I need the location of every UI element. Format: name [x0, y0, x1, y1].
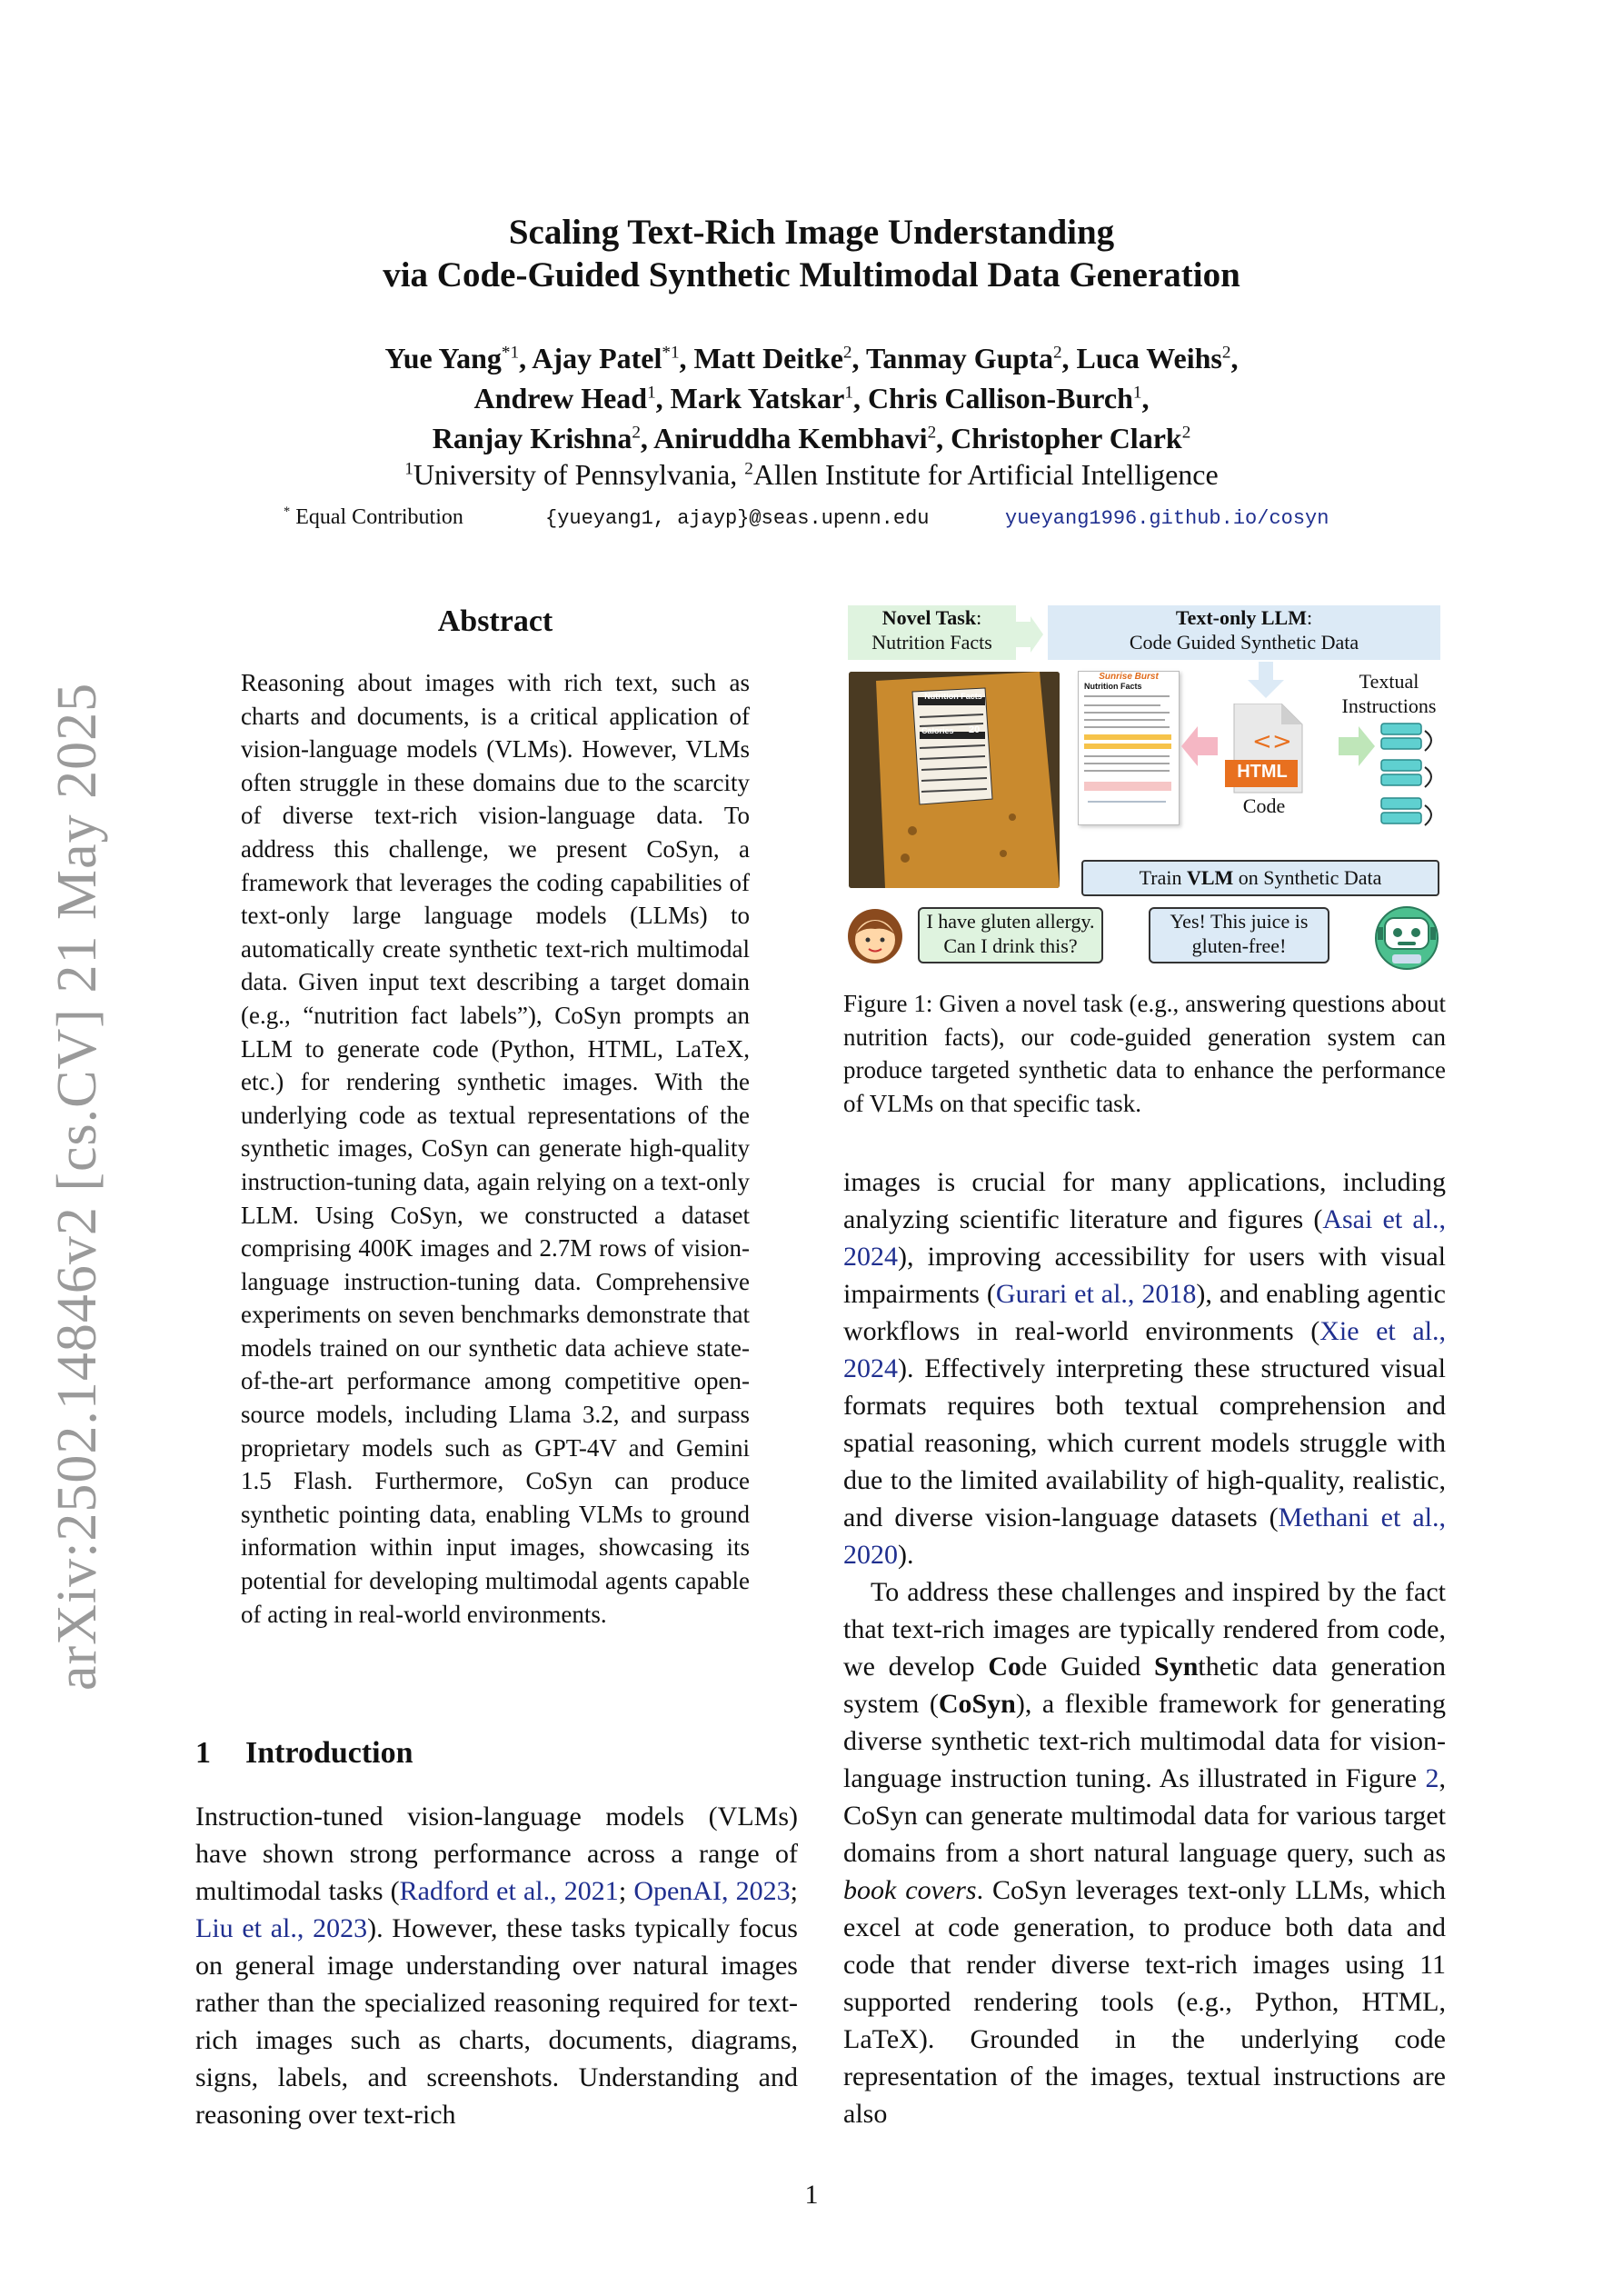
author-affiliation-sup: 1: [844, 383, 853, 403]
robot-icon: [1370, 900, 1443, 973]
author-affiliation-sup: 2: [1052, 343, 1062, 363]
text-run: ;: [618, 1876, 634, 1906]
citation-link[interactable]: Xie et al., 2024: [843, 1316, 1446, 1383]
citation-link[interactable]: Methani et al., 2020: [843, 1502, 1446, 1570]
instructions-list-icon: [1379, 722, 1443, 849]
author-affiliation-sup: 2: [632, 423, 641, 443]
section-heading-introduction: [195, 1736, 413, 1771]
affil-1-sup: 1: [404, 459, 413, 479]
citation-link[interactable]: Gurari et al., 2018: [995, 1279, 1197, 1309]
text-run: , CoSyn can generate multimodal data for various target domains from a short natural language query, such as: [843, 1763, 1446, 1868]
equal-text: Equal Contribution: [290, 505, 463, 529]
text-run: ), and enabling agentic workflows in real-world environments (: [843, 1279, 1446, 1346]
text-run: Co: [988, 1652, 1021, 1682]
llm-label: Text-only LLM: [1175, 606, 1307, 629]
text-run: ), a flexible framework for generating diverse synthetic text-rich multimodal data for vision-language instruction tuning. As illustrated in Figure: [843, 1689, 1446, 1793]
text-run: de Guided: [1021, 1652, 1155, 1682]
label-rows-graphic: [1079, 691, 1179, 818]
photo-calories: Calories: [921, 726, 954, 735]
text-run: ). However, these tasks typically focus on general image understanding over natural images rather than the specialized reasoning required for text-rich images such as charts, documents, diagrams, signs, labels, and screenshots. Understanding and reasoning over text-rich: [195, 1913, 798, 2130]
author-name: Christopher Clark: [951, 422, 1182, 454]
text-run: Instruction-tuned vision-language models (VLMs) have shown strong performance across a range of multimodal tasks (: [195, 1802, 798, 1906]
author-separator: ,: [655, 382, 671, 414]
nutrition-juice-photo: [849, 672, 1060, 888]
project-url-link[interactable]: yueyang1996.github.io/cosyn: [1005, 507, 1329, 530]
arrow-left-pink-icon: [1181, 726, 1218, 766]
arxiv-identifier[interactable]: arXiv:2502.14846v2 [cs.CV] 21 May 2025: [46, 682, 108, 1691]
citation-link[interactable]: OpenAI, 2023: [633, 1876, 791, 1906]
author-affiliation-sup: 2: [927, 423, 937, 443]
novel-task-sub: Nutrition Facts: [871, 631, 992, 654]
photo-calories-value: 20: [969, 724, 981, 735]
equal-contribution-note: [284, 504, 463, 531]
text-run: images is crucial for many applications, including analyzing scientific literature and figures (: [843, 1167, 1446, 1234]
text-run: Syn: [1154, 1652, 1199, 1682]
author-separator: ,: [936, 422, 951, 454]
email[interactable]: {yueyang1, ajayp}@seas.upenn.edu: [545, 507, 930, 530]
text-run: . CoSyn leverages text-only LLMs, which excel at code generation, to produce both data and code that render diverse text-rich images using 11 supported rendering tools (e.g., Python, HTML, LaTeX). Grounded in the underlying code representation of the images, textual instructions are also: [843, 1875, 1446, 2129]
text-run: To address these challenges and inspired by the fact that text-rich images are typically rendered from code, we develop: [843, 1577, 1446, 1682]
textual-instructions-label: Textual Instructions: [1341, 670, 1437, 717]
author-separator: ,: [679, 342, 694, 374]
title-line-1: Scaling Text-Rich Image Understanding: [508, 213, 1115, 252]
citation-link[interactable]: Asai et al., 2024: [843, 1204, 1446, 1272]
author-name: Yue Yang: [384, 342, 502, 374]
intro-paragraph-1: [195, 1798, 798, 2133]
citation-link[interactable]: Radford et al., 2021: [399, 1876, 619, 1906]
author-name: Ajay Patel: [532, 342, 662, 374]
text-run: thetic data generation system (: [843, 1652, 1446, 1719]
author-separator: ,: [1230, 342, 1239, 374]
author-name: Matt Deitke: [693, 342, 843, 374]
author-affiliation-sup: 2: [842, 343, 852, 363]
author-name: Tanmay Gupta: [865, 342, 1053, 374]
abstract-body: Reasoning about images with rich text, such as charts and documents, is a critical application of vision-language models (VLMs). However, VLMs often struggle in these domains due to the scarcity of diverse text-rich vision-language data. To address this challenge, we present CoSyn, a framework that leverages the coding capabilities of text-only large language models (LLMs) to automatically create synthetic text-rich multimodal data. Given input text describing a target domain (e.g., “nutrition fact labels”), CoSyn prompts an LLM to generate code (Python, HTML, LaTeX, etc.) for rendering synthetic images. With the underlying code as textual representations of the synthetic images, CoSyn can generate high-quality instruction-tuning data, again relying on a text-only LLM. Using CoSyn, we constructed a dataset comprising 400K images and 2.7M rows of vision-language instruction-tuning data. Comprehensive experiments on seven benchmarks demonstrate that models trained on our synthetic data achieve state-of-the-art performance among competitive open-source models, including Llama 3.2, and surpass proprietary models such as GPT-4V and Gemini 1.5 Flash. Furthermore, CoSyn can produce synthetic pointing data, enabling VLMs to ground information within input images, showcasing its potential for developing multimodal agents capable of acting in real-world environments.: [241, 669, 750, 1628]
affil-1: University of Pennsylvania,: [413, 458, 745, 491]
arrow-right-green-icon: [1339, 726, 1375, 766]
text-run: :: [1306, 606, 1313, 629]
author-name: Andrew Head: [473, 382, 648, 414]
citation-link[interactable]: Liu et al., 2023: [195, 1913, 368, 1943]
author-separator: ,: [1141, 382, 1150, 414]
abstract-heading: Abstract: [437, 604, 553, 638]
author-separator: ,: [519, 342, 533, 374]
figure-ref-link[interactable]: 2: [1425, 1763, 1439, 1793]
novel-task-label: Novel Task: [881, 606, 977, 629]
affiliations: [0, 456, 1623, 493]
author-affiliation-sup: 2: [1181, 423, 1191, 443]
text-run: Train: [1139, 866, 1187, 889]
intro-right-column: [843, 1163, 1446, 2132]
figure-1-caption: Figure 1: Given a novel task (e.g., answering questions about nutrition facts), our code-guided generation system can produce targeted synthetic data to enhance the performance of VLMs on that specific task.: [843, 990, 1446, 1117]
text-run: :: [976, 606, 982, 629]
section-number: 1: [195, 1736, 211, 1770]
figure-1: [843, 604, 1446, 973]
intro-paragraph-2: [843, 1573, 1446, 2132]
label-heading: Nutrition Facts: [1084, 682, 1142, 691]
author-affiliation-sup: *1: [501, 343, 520, 363]
author-separator: ,: [640, 422, 654, 454]
equal-sup: *: [284, 504, 291, 519]
author-name: Chris Callison-Burch: [867, 382, 1133, 414]
text-only-llm-box: [1048, 605, 1440, 660]
affil-2: Allen Institute for Artificial Intelligence: [752, 458, 1219, 491]
train-vlm-label: VLM: [1186, 866, 1234, 889]
juice-carton-illustration: [849, 672, 1060, 888]
bot-answer-bubble: Yes! This juice is gluten-free!: [1149, 907, 1329, 963]
text-run: ;: [790, 1876, 798, 1906]
author-name: Aniruddha Kembhavi: [653, 422, 928, 454]
section-title: Introduction: [245, 1736, 413, 1770]
author-name: Mark Yatskar: [670, 382, 845, 414]
author-affiliation-sup: 2: [1221, 343, 1231, 363]
label-brand: Sunrise Burst: [1099, 672, 1159, 682]
author-list: [0, 338, 1623, 458]
user-question-bubble: I have gluten allergy. Can I drink this?: [918, 907, 1103, 963]
code-label: Code: [1242, 794, 1286, 817]
affil-2-sup: 2: [744, 459, 753, 479]
text-run: ).: [898, 1540, 914, 1570]
text-run: ). Effectively interpreting these structured visual formats requires both textual comprehension and spatial reasoning, which current models struggle with due to the limited availability of high-quality, realistic, and diverse vision-language datasets (: [843, 1353, 1446, 1532]
author-name: Ranjay Krishna: [432, 422, 632, 454]
page-number: 1: [804, 2180, 819, 2210]
text-run: CoSyn: [938, 1689, 1016, 1719]
novel-task-box: [848, 605, 1016, 660]
text-run: ), improving accessibility for users with visual impairments (: [843, 1242, 1446, 1309]
html-badge: HTML: [1237, 762, 1288, 782]
intro-paragraph-continued: [843, 1163, 1446, 1573]
arrow-right-icon: [1016, 616, 1043, 653]
intro-left-column: [195, 1798, 798, 2133]
llm-sub: Code Guided Synthetic Data: [1129, 631, 1359, 654]
author-name: Luca Weihs: [1076, 342, 1222, 374]
author-separator: ,: [851, 342, 866, 374]
author-separator: ,: [852, 382, 868, 414]
arrow-down-blue-icon: [1248, 662, 1284, 698]
author-affiliation-sup: *1: [662, 343, 680, 363]
text-run: on Synthetic Data: [1233, 866, 1382, 889]
author-affiliation-sup: 1: [1132, 383, 1142, 403]
paper-title: [0, 211, 1623, 296]
author-affiliation-sup: 1: [647, 383, 656, 403]
svg-text:<: <: [1252, 728, 1272, 755]
train-vlm-box: [1081, 860, 1439, 896]
user-avatar-icon: [843, 903, 907, 967]
svg-text:>: >: [1272, 728, 1292, 755]
title-line-2: via Code-Guided Synthetic Multimodal Data Generation: [383, 255, 1240, 294]
synthetic-nutrition-label: [1078, 671, 1180, 825]
author-separator: ,: [1061, 342, 1077, 374]
photo-label-heading: Nutrition Facts: [924, 692, 982, 701]
text-run: book covers: [843, 1875, 977, 1905]
